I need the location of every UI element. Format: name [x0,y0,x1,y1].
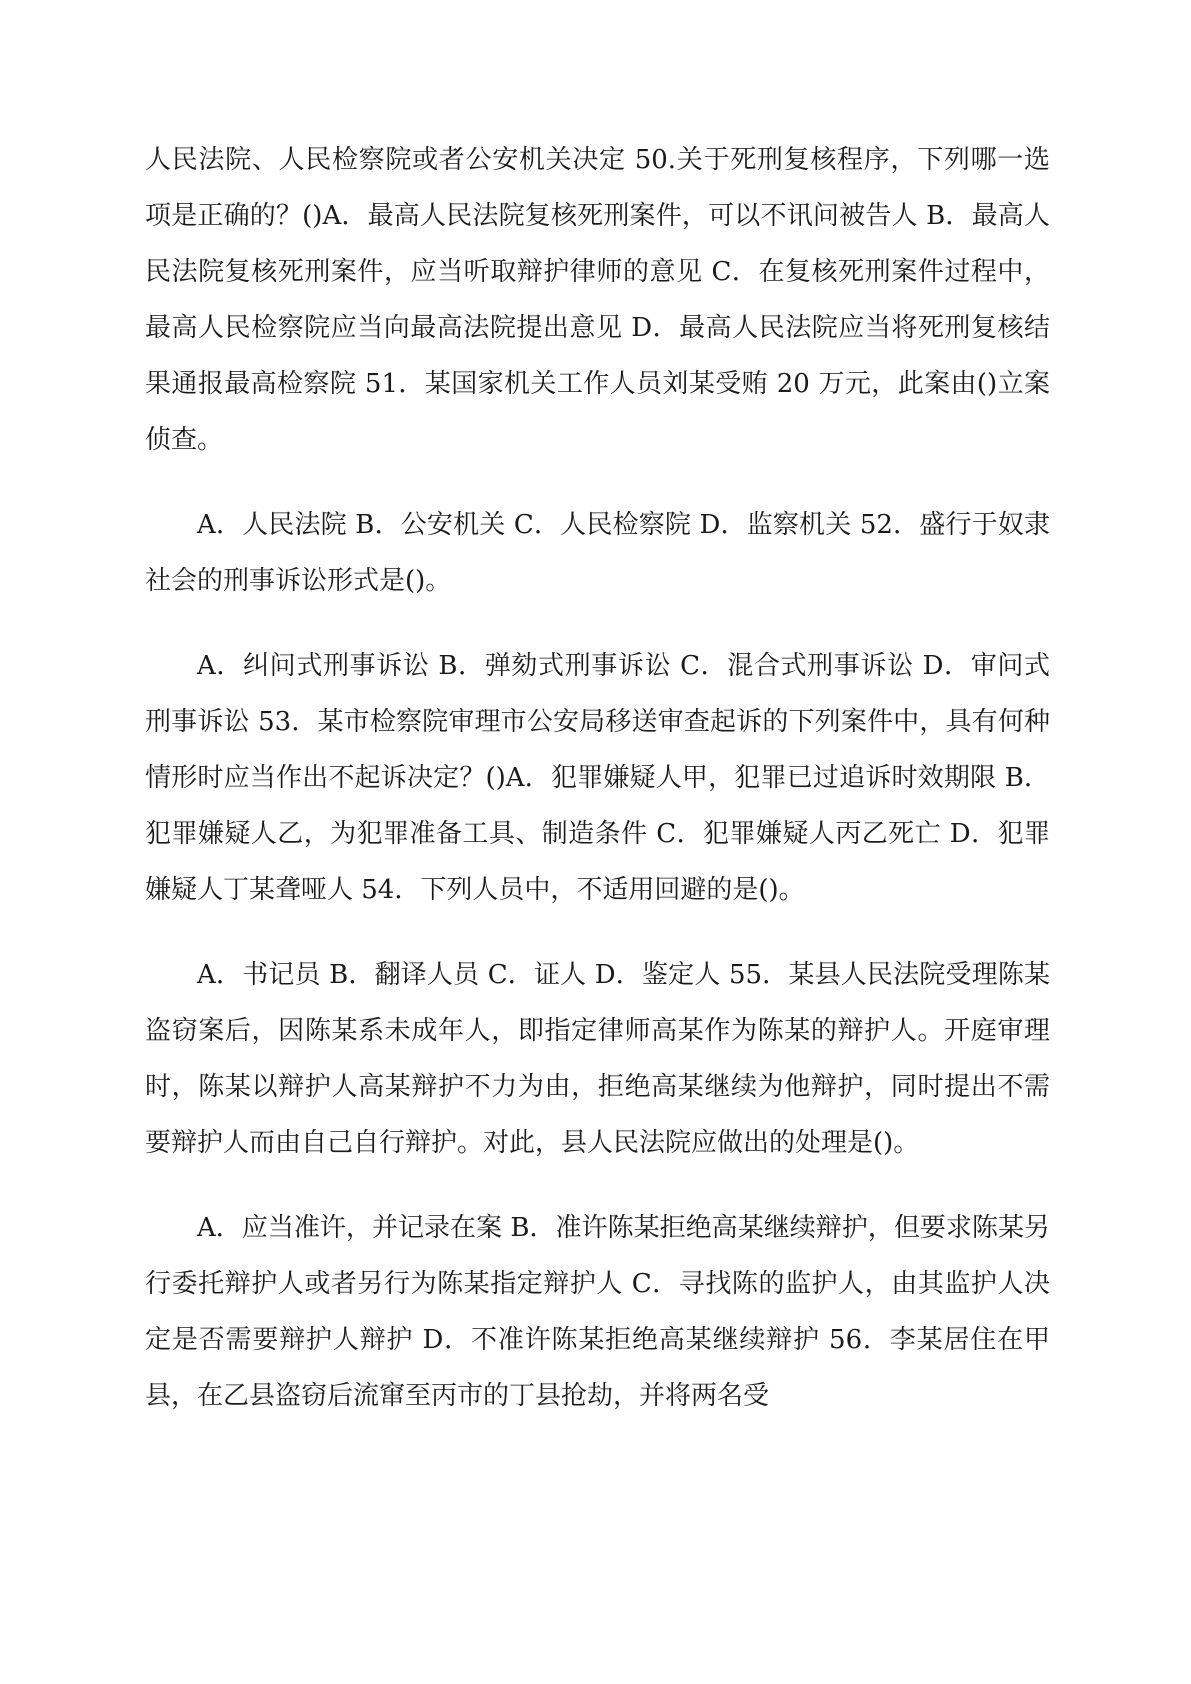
paragraph-5: A．应当准许，并记录在案 B．准许陈某拒绝高某继续辩护，但要求陈某另行委托辩护人或者另行为陈某指定辩护人 C．寻找陈的监护人，由其监护人决定是否需要辩护人辩护 D．不准许陈某拒绝高某继续辩护 56．李某居住在甲县，在乙县盗窃后流窜至丙市的丁县抢劫，并将两名受 [145,1213,1050,1411]
paragraph-2: A．人民法院 B．公安机关 C．人民检察院 D．监察机关 52．盛行于奴隶社会的刑事诉讼形式是()。 [145,510,1050,596]
paragraph-3: A．纠问式刑事诉讼 B．弹劾式刑事诉讼 C．混合式刑事诉讼 D．审问式刑事诉讼 53．某市检察院审理市公安局移送审查起诉的下列案件中，具有何种情形时应当作出不起诉决定？()A．犯罪嫌疑人甲，犯罪已过追诉时效期限 B．犯罪嫌疑人乙，为犯罪准备工具、制造条件 C．犯罪嫌疑人丙乙死亡 D．犯罪嫌疑人丁某聋哑人 54．下列人员中，不适用回避的是()。 [145,651,1050,905]
paragraph-4: A．书记员 B．翻译人员 C．证人 D．鉴定人 55．某县人民法院受理陈某盗窃案后，因陈某系未成年人，即指定律师高某作为陈某的辩护人。开庭审理时，陈某以辩护人高某辩护不力为由，拒绝高某继续为他辩护，同时提出不需要辩护人而由自己自行辩护。对此，县人民法院应做出的处理是()。 [145,960,1050,1158]
paragraph-1: 人民法院、人民检察院或者公安机关决定 50.关于死刑复核程序，下列哪一选项是正确的？()A．最高人民法院复核死刑案件，可以不讯问被告人 B．最高人民法院复核死刑案件，应当听取辩护律师的意见 C．在复核死刑案件过程中，最高人民检察院应当向最高法院提出意见 D．最高人民法院应当将死刑复核结果通报最高检察院 51．某国家机关工作人员刘某受贿 20 万元，此案由()立案侦查。 [145,145,1050,455]
document-body [145,132,1050,1453]
